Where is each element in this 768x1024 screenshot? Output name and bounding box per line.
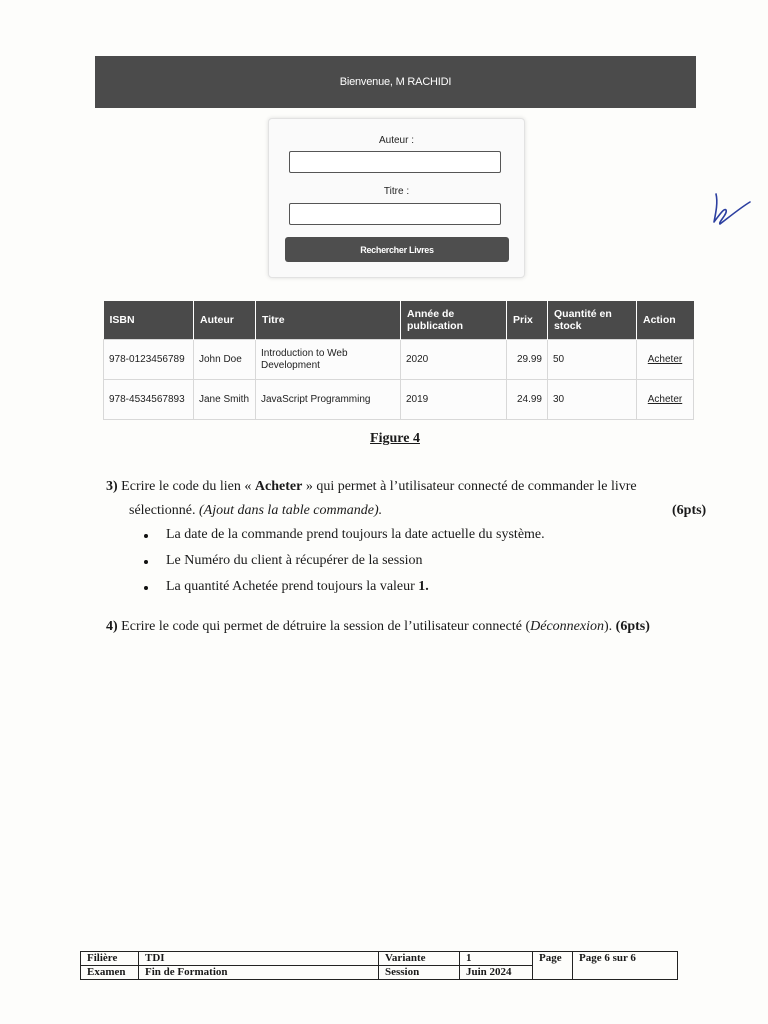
books-table: [103, 301, 694, 420]
filiere-label: Filière: [81, 952, 139, 966]
titre-input[interactable]: [289, 203, 501, 225]
bullet-3-value: 1.: [418, 579, 429, 594]
examen-label: Examen: [81, 966, 139, 980]
footer-table: [80, 951, 678, 980]
question-4: [106, 615, 746, 639]
cell-isbn: 978-4534567893: [104, 380, 194, 420]
question-3-bullets: [142, 523, 545, 601]
header-quantite: Quantité en stock: [548, 301, 637, 340]
footer-row: [81, 952, 678, 966]
welcome-text: Bienvenue, M RACHIDI: [339, 76, 452, 88]
question-4-text-start: Ecrire le code qui permet de détruire la session de l’utilisateur connecté (: [121, 619, 531, 634]
cell-titre: JavaScript Programming: [256, 380, 401, 420]
filiere-value: TDI: [139, 952, 379, 966]
question-3-note: (Ajout dans la table commande).: [198, 503, 383, 518]
question-3-text-start: Ecrire le code du lien «: [121, 479, 255, 494]
question-3-line-2-text: sélectionné.: [129, 503, 199, 518]
cell-annee: 2020: [401, 340, 507, 380]
cell-isbn: 978-0123456789: [104, 340, 194, 380]
titre-label: Titre :: [383, 186, 410, 197]
question-4-points: (6pts): [615, 619, 650, 634]
header-titre: Titre: [256, 301, 401, 340]
welcome-banner: [95, 56, 696, 108]
table-row: [104, 340, 694, 380]
header-isbn: ISBN: [104, 301, 194, 340]
variante-label: Variante: [379, 952, 460, 966]
question-3-line-2: [129, 499, 382, 523]
cell-auteur: Jane Smith: [194, 380, 256, 420]
list-item: [142, 575, 545, 601]
header-action: Action: [637, 301, 694, 340]
header-annee: Année de publication: [401, 301, 507, 340]
question-3-number: 3): [106, 479, 118, 494]
search-books-button[interactable]: Rechercher Livres: [285, 237, 509, 262]
auteur-input[interactable]: [289, 151, 501, 173]
question-3-text-end: » qui permet à l’utilisateur connecté de commander le livre: [302, 479, 637, 494]
table-header-row: [104, 301, 694, 340]
cell-quantite: 30: [548, 380, 637, 420]
cell-prix: 29.99: [507, 340, 548, 380]
page-label: Page: [533, 952, 573, 980]
session-label: Session: [379, 966, 460, 980]
session-value: Juin 2024: [460, 966, 533, 980]
header-prix: Prix: [507, 301, 548, 340]
cell-action: [637, 340, 694, 380]
cell-quantite: 50: [548, 340, 637, 380]
list-item: Le Numéro du client à récupérer de la session: [142, 549, 545, 575]
header-auteur: Auteur: [194, 301, 256, 340]
page-value: Page 6 sur 6: [573, 952, 678, 980]
question-3-points: (6pts): [672, 503, 707, 518]
cell-prix: 24.99: [507, 380, 548, 420]
question-4-text-end: ).: [603, 619, 616, 634]
handwritten-mark-icon: [708, 188, 754, 230]
variante-value: 1: [460, 952, 533, 966]
acheter-link[interactable]: Acheter: [647, 353, 683, 365]
examen-value: Fin de Formation: [139, 966, 379, 980]
bullet-3-text: La quantité Achetée prend toujours la valeur: [166, 579, 419, 594]
figure-caption: Figure 4: [370, 431, 420, 446]
search-form: [268, 118, 525, 278]
question-4-italic: Déconnexion: [530, 619, 604, 634]
cell-titre: Introduction to Web Development: [256, 340, 401, 380]
table-row: [104, 380, 694, 420]
list-item: La date de la commande prend toujours la date actuelle du système.: [142, 523, 545, 549]
cell-annee: 2019: [401, 380, 507, 420]
acheter-link[interactable]: Acheter: [647, 393, 683, 405]
auteur-label: Auteur :: [378, 135, 415, 146]
cell-auteur: John Doe: [194, 340, 256, 380]
question-4-number: 4): [106, 619, 118, 634]
question-3-line-1: [106, 475, 726, 499]
question-3-keyword: Acheter: [254, 479, 303, 494]
cell-action: [637, 380, 694, 420]
